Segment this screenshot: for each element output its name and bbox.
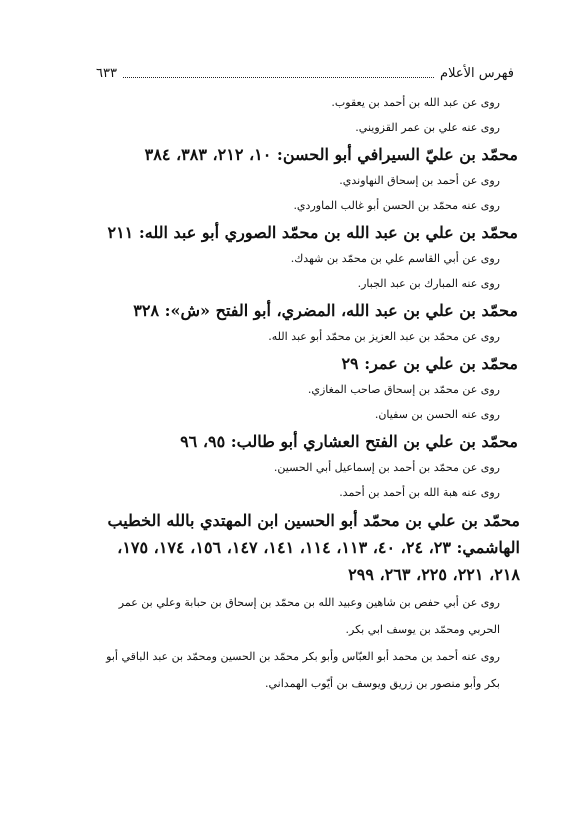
- narration-line: روى عنه محمّد بن الحسن أبو غالب الماوردي.: [293, 199, 500, 212]
- narration-line: روى عنه علي بن عمر القزويني.: [355, 121, 500, 134]
- narration-line: روى عن محمّد بن أحمد بن إسماعيل أبي الحسين.: [273, 461, 500, 474]
- narration-line: روى عن أبي القاسم علي بن محمّد بن شهدك.: [290, 252, 500, 265]
- entry-heading: محمّد بن علي بن عبد الله بن محمّد الصوري أبو عبد الله: ٢١١: [107, 223, 518, 242]
- narration-line: روى عن محمّد بن إسحاق صاحب المغازي.: [307, 383, 500, 396]
- entry-heading: محمّد بن علي بن عمر: ٢٩: [341, 354, 518, 373]
- narration-line: روى عن أحمد بن إسحاق النهاوندي.: [339, 174, 500, 187]
- header-title: فهرس الأعلام: [440, 65, 514, 81]
- entry-heading: محمّد بن علي بن عبد الله، المضري، أبو الفتح «ش»: ٣٢٨: [133, 301, 518, 320]
- narration-line: روى عنه هبة الله بن أحمد بن أحمد.: [339, 486, 500, 499]
- narration-line: روى عنه المبارك بن عبد الجبار.: [357, 277, 500, 290]
- narration-line: روى عن عبد الله بن أحمد بن يعقوب.: [331, 96, 500, 109]
- narration-line: روى عن محمّد بن عبد العزيز بن محمّد أبو عبد الله.: [268, 330, 500, 343]
- narration-line: روى عن أبي حفص بن شاهين وعبيد الله بن محمّد بن إسحاق بن حبابة وعلي بن عمر الحربي ومحمّد بن يوسف ابي بكر.: [118, 596, 500, 636]
- narration-line: روى عنه أحمد بن محمد أبو العبّاس وأبو بكر محمّد بن الحسين ومحمّد بن عبد الباقي أبو بكر وأبو منصور بن زريق ويوسف بن أيّوب الهمداني.: [106, 650, 500, 690]
- narration-line: روى عنه الحسن بن سفيان.: [374, 408, 500, 421]
- index-entries: [90, 90, 518, 697]
- entry-heading: محمّد بن علي بن محمّد أبو الحسين ابن المهتدي بالله الخطيب الهاشمي: ٢٣، ٢٤، ٤٠، ١١٣، ١١٤، ١٤١، ١٤٧، ١٥٦، ١٧٤، ١٧٥، ٢١٨، ٢٢١، ٢٢٥، ٢٦٣، ٢٩٩: [107, 511, 520, 584]
- running-header: [96, 64, 514, 82]
- page-number: ٦٣٣: [96, 65, 117, 81]
- entry-heading: محمّد بن علي بن الفتح العشاري أبو طالب: ٩٥، ٩٦: [180, 432, 518, 451]
- dot-leader: [123, 68, 434, 78]
- entry-heading: محمّد بن عليّ السيرافي أبو الحسن: ١٠، ٢١٢، ٣٨٣، ٣٨٤: [144, 145, 518, 164]
